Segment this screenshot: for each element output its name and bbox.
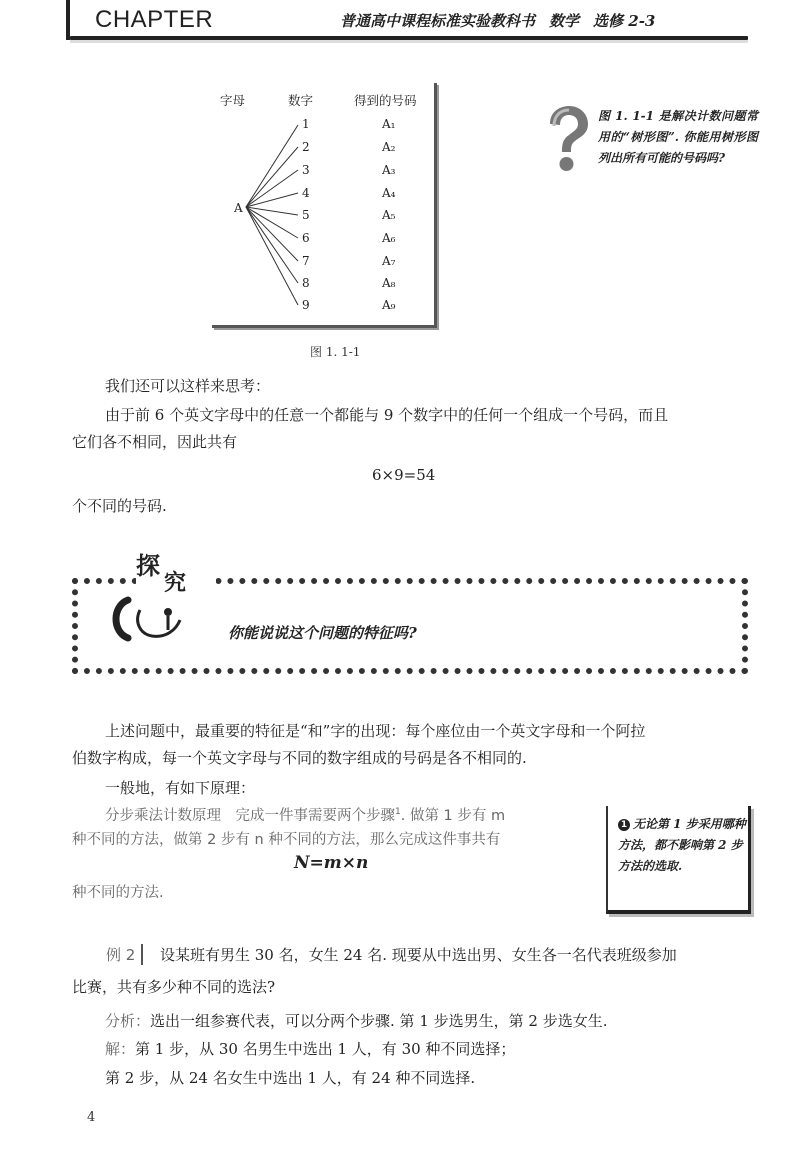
solution-text: 第 2 步，从 24 名女生中选出 1 人，有 24 种不同选择. (105, 1069, 476, 1087)
paragraph: 上述问题中，最重要的特征是“和”字的出现：每个座位由一个英文字母和一个阿拉 (105, 722, 646, 740)
tree-digit: 3 (302, 163, 310, 177)
tree-col-header-digit: 数字 (288, 93, 314, 108)
paragraph: 伯数字构成，每一个英文字母与不同的数字组成的号码是各不相同的. (72, 749, 527, 767)
formula: 6×9=54 (372, 466, 436, 484)
tree-digit: 4 (302, 186, 310, 200)
tree-digit: 6 (302, 231, 310, 245)
side-note-question: 图 1. 1-1 是解决计数问题常用的“树形图”. 你能用树形图列出所有可能的号码吗? (598, 109, 758, 165)
chapter-label: CHAPTER (95, 6, 214, 33)
page-number: 4 (87, 1110, 96, 1125)
tree-code: A₆ (382, 231, 396, 245)
book-subject: 数学 (549, 12, 580, 30)
principle-text: . 做第 1 步有 m (400, 807, 506, 824)
book-title (340, 10, 655, 31)
tree-root-letter: A (234, 201, 243, 215)
tree-digit: 2 (302, 140, 310, 154)
example-text: 设某班有男生 30 名，女生 24 名. 现要从中选出男、女生各一名代表班级参加 (160, 946, 677, 964)
example-label: 例 2 (100, 944, 143, 965)
book-title-text: 普通高中课程标准实验教科书 (340, 12, 536, 30)
tree-code: A₄ (382, 186, 396, 200)
example-solution (105, 1038, 515, 1061)
example-analysis (105, 1010, 607, 1033)
footnote-text: 无论第 1 步采用哪种方法，都不影响第 2 步方法的选取. (618, 817, 746, 873)
principle-text: 种不同的方法. (72, 885, 164, 901)
tree-code: A₉ (382, 298, 396, 312)
principle-formula: N=m×n (294, 853, 369, 873)
example-text: 比赛，共有多少种不同的选法? (72, 978, 276, 996)
tree-digit: 1 (302, 117, 310, 131)
tree-col-header-code: 得到的号码 (354, 93, 417, 108)
footnote-marker: 1 (618, 819, 630, 831)
tree-branch-line (246, 207, 298, 215)
paragraph: 个不同的号码. (72, 497, 167, 515)
solution-text: 第 1 步，从 30 名男生中选出 1 人，有 30 种不同选择； (135, 1040, 516, 1058)
explore-icon (106, 540, 224, 658)
tree-digit: 5 (302, 208, 310, 222)
tree-branches (212, 83, 434, 325)
explore-char: 究 (164, 570, 187, 596)
paragraph: 一般地，有如下原理： (105, 779, 256, 797)
footnote-ref: 1 (395, 807, 401, 817)
figure-caption: 图 1. 1-1 (310, 345, 361, 359)
paragraph: 它们各不相同，因此共有 (72, 433, 238, 451)
tree-col-header-letter: 字母 (220, 93, 246, 108)
explore-question: 你能说说这个问题的特征吗? (228, 624, 417, 642)
tree-branch-line (246, 207, 298, 305)
tree-code: A₁ (382, 117, 396, 131)
tree-digit: 8 (302, 276, 310, 290)
tree-branch-line (246, 207, 298, 283)
footnote-content (618, 814, 746, 877)
tree-branch-line (246, 147, 298, 207)
tree-code: A₂ (382, 140, 396, 154)
header-left-edge (66, 0, 70, 40)
page-header (0, 0, 800, 60)
question-mark-icon (544, 104, 590, 174)
principle-statement (105, 801, 505, 828)
analysis-label: 分析： (105, 1012, 151, 1030)
tree-branch-line (246, 207, 298, 261)
paragraph: 由于前 6 个英文字母中的任意一个都能与 9 个数字中的任何一个组成一个号码，而且 (105, 406, 669, 424)
header-rule (70, 36, 748, 40)
tree-code: A₈ (382, 276, 396, 290)
explore-char: 探 (136, 551, 160, 580)
tree-code: A₃ (382, 163, 396, 177)
solution-label: 解： (105, 1040, 136, 1058)
paragraph: 我们还可以这样来思考： (105, 377, 271, 395)
book-module: 选修 2-3 (593, 12, 656, 30)
tree-diagram (212, 83, 437, 328)
analysis-text: 选出一组参赛代表，可以分两个步骤. 第 1 步选男生，第 2 步选女生. (150, 1012, 608, 1030)
tree-digit: 7 (302, 254, 310, 268)
tree-code: A₇ (382, 254, 396, 268)
tree-code: A₅ (382, 208, 396, 222)
principle-text: 分步乘法计数原理 完成一件事需要两个步骤 (105, 807, 395, 824)
footnote-box (606, 806, 754, 918)
tree-digit: 9 (302, 298, 310, 312)
principle-text: 种不同的方法，做第 2 步有 n 种不同的方法，那么完成这件事共有 (72, 832, 501, 848)
tree-branch-line (246, 170, 298, 207)
